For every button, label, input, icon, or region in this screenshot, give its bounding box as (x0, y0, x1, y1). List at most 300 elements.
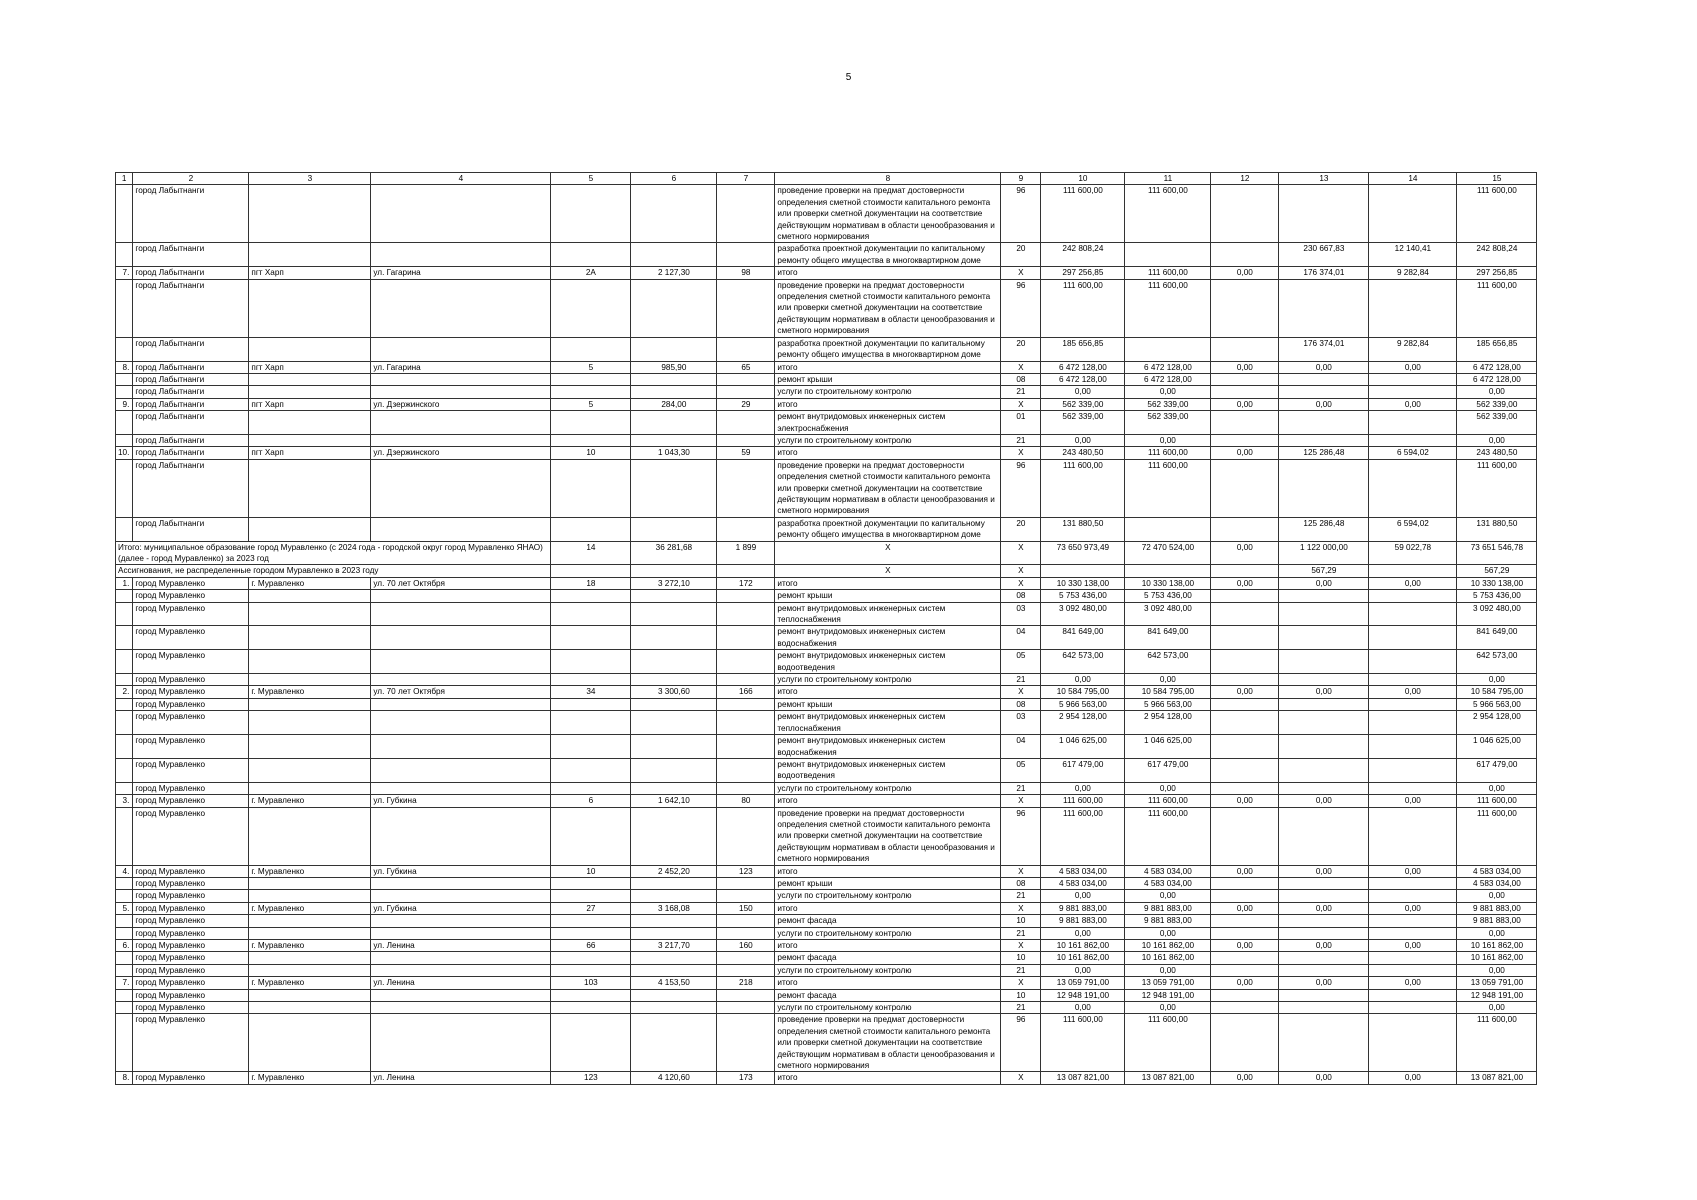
cell-col-7: 123 (717, 865, 775, 877)
cell-col-2: город Лабытнанги (133, 459, 249, 517)
cell-col-11: 642 573,00 (1125, 650, 1211, 674)
cell-col-10: 6 472 128,00 (1041, 361, 1125, 373)
cell-col-7 (717, 386, 775, 398)
cell-col-14 (1369, 386, 1457, 398)
cell-col-7 (717, 626, 775, 650)
cell-col-15: 111 600,00 (1457, 807, 1537, 865)
cell-col-7 (717, 989, 775, 1001)
cell-col-1 (116, 185, 133, 243)
cell-col-3 (249, 915, 371, 927)
cell-col-13 (1279, 698, 1369, 710)
cell-col-3 (249, 650, 371, 674)
cell-col-9: 21 (1001, 782, 1041, 794)
cell-col-11: 3 092 480,00 (1125, 602, 1211, 626)
cell-col-4 (371, 807, 551, 865)
cell-col-14 (1369, 807, 1457, 865)
cell-col-4 (371, 243, 551, 267)
cell-col-1 (116, 989, 133, 1001)
cell-col-2: город Муравленко (133, 877, 249, 889)
cell-col-11: 10 161 862,00 (1125, 940, 1211, 952)
cell-col-8: проведение проверки на предмат достоверности определения сметной стоимости капитального ремонта или проверки сметной документации на соответствие действующим нормативам в области ценообразования и сметного нормирования (775, 279, 1001, 337)
cell-col-7 (717, 674, 775, 686)
cell-col-4 (371, 411, 551, 435)
cell-col-14 (1369, 698, 1457, 710)
cell-col-12 (1211, 386, 1279, 398)
cell-col-14 (1369, 434, 1457, 446)
cell-col-5 (551, 602, 631, 626)
cell-col-8: разработка проектной документации по капитальному ремонту общего имущества в многоквартирном доме (775, 243, 1001, 267)
cell-col-2: город Лабытнанги (133, 185, 249, 243)
cell-col-13: 176 374,01 (1279, 337, 1369, 361)
cell-col-1 (116, 1002, 133, 1014)
table-row (116, 952, 1537, 964)
cell-col-13 (1279, 782, 1369, 794)
cell-col-15: 111 600,00 (1457, 1014, 1537, 1072)
cell-col-6 (631, 650, 717, 674)
cell-col-4 (371, 590, 551, 602)
cell-col-2: город Муравленко (133, 902, 249, 914)
table-row (116, 517, 1537, 541)
cell-col-9: X (1001, 398, 1041, 410)
cell-col-9: 21 (1001, 927, 1041, 939)
cell-col-5 (551, 650, 631, 674)
cell-col-7: 98 (717, 267, 775, 279)
table-row (116, 577, 1537, 589)
cell-col-5 (551, 807, 631, 865)
cell-col-2: город Лабытнанги (133, 434, 249, 446)
table-row (116, 626, 1537, 650)
cell-col-5 (551, 964, 631, 976)
table-row (116, 243, 1537, 267)
table-row (116, 977, 1537, 989)
cell-col-15: 5 966 563,00 (1457, 698, 1537, 710)
cell-col-15: 0,00 (1457, 927, 1537, 939)
cell-col-11: 0,00 (1125, 386, 1211, 398)
cell-col-15: 297 256,85 (1457, 267, 1537, 279)
cell-col-14: 0,00 (1369, 902, 1457, 914)
cell-col-8: проведение проверки на предмат достоверности определения сметной стоимости капитального ремонта или проверки сметной документации на соответствие действующим нормативам в области ценообразования и сметного нормирования (775, 459, 1001, 517)
cell-col-5: 103 (551, 977, 631, 989)
cell-col-13 (1279, 411, 1369, 435)
cell-col-7 (717, 890, 775, 902)
cell-col-14 (1369, 602, 1457, 626)
cell-col-1 (116, 782, 133, 794)
cell-col-9: X (1001, 577, 1041, 589)
cell-col-3: пгт Харп (249, 361, 371, 373)
cell-col-15: 5 753 436,00 (1457, 590, 1537, 602)
cell-col-11: 111 600,00 (1125, 447, 1211, 459)
cell-col-4 (371, 915, 551, 927)
cell-col-2: город Лабытнанги (133, 279, 249, 337)
cell-col-4 (371, 782, 551, 794)
cell-col-11: 111 600,00 (1125, 807, 1211, 865)
cell-col-8: ремонт внутридомовых инженерных систем водоотведения (775, 650, 1001, 674)
cell-col-13 (1279, 602, 1369, 626)
table-row (116, 782, 1537, 794)
cell-col-12 (1211, 989, 1279, 1001)
cell-col-1: 8. (116, 1072, 133, 1084)
cell-col-15: 111 600,00 (1457, 795, 1537, 807)
cell-col-15: 617 479,00 (1457, 758, 1537, 782)
cell-col-7 (717, 1014, 775, 1072)
cell-col-1 (116, 964, 133, 976)
table-row (116, 411, 1537, 435)
cell-col-15: 0,00 (1457, 674, 1537, 686)
cell-col-4 (371, 735, 551, 759)
cell-col-15: 1 046 625,00 (1457, 735, 1537, 759)
cell-col-5 (551, 1014, 631, 1072)
cell-col-13 (1279, 964, 1369, 976)
cell-col-1: 9. (116, 398, 133, 410)
cell-col-12 (1211, 735, 1279, 759)
table-row (116, 902, 1537, 914)
cell-col-12: 0,00 (1211, 398, 1279, 410)
cell-col-4 (371, 877, 551, 889)
cell-col-4 (371, 711, 551, 735)
cell-col-9: 21 (1001, 386, 1041, 398)
cell-col-4 (371, 758, 551, 782)
cell-col-1 (116, 711, 133, 735)
cell-col-10: 5 753 436,00 (1041, 590, 1125, 602)
cell-col-14: 0,00 (1369, 977, 1457, 989)
cell-col-14 (1369, 711, 1457, 735)
cell-col-10: 111 600,00 (1041, 1014, 1125, 1072)
cell-col-11: 111 600,00 (1125, 267, 1211, 279)
cell-col-2: город Муравленко (133, 1014, 249, 1072)
cell-col-13 (1279, 373, 1369, 385)
cell-col-12: 0,00 (1211, 447, 1279, 459)
cell-col-2: город Муравленко (133, 650, 249, 674)
cell-col-6 (631, 952, 717, 964)
cell-col-6 (631, 890, 717, 902)
table-row (116, 373, 1537, 385)
cell-col-4 (371, 1002, 551, 1014)
cell-col-7 (717, 279, 775, 337)
cell-col-8: итого (775, 977, 1001, 989)
cell-col-9: X (1001, 361, 1041, 373)
cell-col-15: 10 161 862,00 (1457, 952, 1537, 964)
cell-col-7 (717, 590, 775, 602)
cell-col-3 (249, 434, 371, 446)
cell-col-1: 3. (116, 795, 133, 807)
cell-col-8: проведение проверки на предмат достоверности определения сметной стоимости капитального ремонта или проверки сметной документации на соответствие действующим нормативам в области ценообразования и сметного нормирования (775, 1014, 1001, 1072)
cell-col-1 (116, 927, 133, 939)
cell-col-14 (1369, 927, 1457, 939)
cell-col-8: X (775, 541, 1001, 565)
cell-col-5 (551, 877, 631, 889)
cell-col-8: ремонт фасада (775, 915, 1001, 927)
cell-col-6: 3 217,70 (631, 940, 717, 952)
cell-col-10: 0,00 (1041, 1002, 1125, 1014)
cell-col-14 (1369, 1002, 1457, 1014)
cell-col-2: город Муравленко (133, 735, 249, 759)
cell-col-1 (116, 952, 133, 964)
cell-col-4 (371, 650, 551, 674)
cell-col-5: 10 (551, 447, 631, 459)
column-number-13: 13 (1279, 173, 1369, 185)
cell-col-11 (1125, 517, 1211, 541)
cell-col-8: услуги по строительному контролю (775, 927, 1001, 939)
cell-col-9: 05 (1001, 758, 1041, 782)
cell-col-8: услуги по строительному контролю (775, 674, 1001, 686)
cell-col-1 (116, 243, 133, 267)
cell-col-1 (116, 877, 133, 889)
cell-col-15: 10 161 862,00 (1457, 940, 1537, 952)
cell-col-14 (1369, 758, 1457, 782)
cell-col-6 (631, 1014, 717, 1072)
column-number-5: 5 (551, 173, 631, 185)
cell-col-12 (1211, 565, 1279, 577)
cell-col-11: 5 753 436,00 (1125, 590, 1211, 602)
table-row (116, 686, 1537, 698)
cell-col-3 (249, 964, 371, 976)
cell-col-1 (116, 459, 133, 517)
cell-col-5 (551, 373, 631, 385)
cell-col-8: услуги по строительному контролю (775, 434, 1001, 446)
table-row (116, 279, 1537, 337)
cell-col-15: 13 059 791,00 (1457, 977, 1537, 989)
table-row (116, 434, 1537, 446)
column-number-14: 14 (1369, 173, 1457, 185)
cell-col-2: город Муравленко (133, 698, 249, 710)
column-number-11: 11 (1125, 173, 1211, 185)
cell-col-10: 617 479,00 (1041, 758, 1125, 782)
cell-col-2: город Муравленко (133, 989, 249, 1001)
cell-col-2: город Муравленко (133, 915, 249, 927)
cell-col-1 (116, 1014, 133, 1072)
cell-col-13: 0,00 (1279, 1072, 1369, 1084)
cell-col-4 (371, 434, 551, 446)
cell-col-10: 0,00 (1041, 386, 1125, 398)
cell-col-5: 34 (551, 686, 631, 698)
cell-col-2: город Лабытнанги (133, 361, 249, 373)
cell-col-3: г. Муравленко (249, 577, 371, 589)
cell-col-9: X (1001, 686, 1041, 698)
cell-col-3 (249, 890, 371, 902)
cell-col-2: город Муравленко (133, 1002, 249, 1014)
table-row (116, 915, 1537, 927)
cell-col-6 (631, 602, 717, 626)
cell-col-3 (249, 459, 371, 517)
cell-col-1: 6. (116, 940, 133, 952)
cell-col-10 (1041, 565, 1125, 577)
cell-col-11: 4 583 034,00 (1125, 877, 1211, 889)
cell-col-2: город Муравленко (133, 977, 249, 989)
cell-col-2: город Муравленко (133, 927, 249, 939)
cell-col-8: ремонт крыши (775, 590, 1001, 602)
cell-col-10: 4 583 034,00 (1041, 877, 1125, 889)
cell-col-1: 8. (116, 361, 133, 373)
cell-col-1 (116, 758, 133, 782)
cell-col-8: проведение проверки на предмат достоверности определения сметной стоимости капитального ремонта или проверки сметной документации на соответствие действующим нормативам в области ценообразования и сметного нормирования (775, 807, 1001, 865)
cell-col-5 (551, 243, 631, 267)
cell-col-9: 03 (1001, 711, 1041, 735)
cell-col-13: 176 374,01 (1279, 267, 1369, 279)
cell-col-2: город Муравленко (133, 711, 249, 735)
cell-col-8: ремонт крыши (775, 373, 1001, 385)
cell-col-10: 0,00 (1041, 964, 1125, 976)
cell-col-15: 0,00 (1457, 434, 1537, 446)
cell-col-9: 20 (1001, 243, 1041, 267)
cell-col-1 (116, 890, 133, 902)
cell-col-11: 562 339,00 (1125, 411, 1211, 435)
cell-col-11: 0,00 (1125, 964, 1211, 976)
cell-col-3 (249, 602, 371, 626)
cell-col-10: 10 161 862,00 (1041, 952, 1125, 964)
cell-col-4: ул. Ленина (371, 940, 551, 952)
cell-col-14 (1369, 459, 1457, 517)
cell-col-10: 3 092 480,00 (1041, 602, 1125, 626)
cell-col-6 (631, 386, 717, 398)
cell-col-4: ул. Гагарина (371, 267, 551, 279)
cell-col-1 (116, 650, 133, 674)
table-row (116, 590, 1537, 602)
cell-col-11: 6 472 128,00 (1125, 361, 1211, 373)
cell-col-12 (1211, 1014, 1279, 1072)
cell-col-12 (1211, 807, 1279, 865)
cell-col-5: 18 (551, 577, 631, 589)
table-row (116, 711, 1537, 735)
cell-col-2: город Лабытнанги (133, 373, 249, 385)
cell-col-2: город Лабытнанги (133, 243, 249, 267)
cell-col-11: 13 059 791,00 (1125, 977, 1211, 989)
cell-col-12 (1211, 602, 1279, 626)
cell-col-3 (249, 927, 371, 939)
cell-col-12 (1211, 964, 1279, 976)
cell-col-15: 0,00 (1457, 386, 1537, 398)
cell-col-7 (717, 434, 775, 446)
cell-col-14 (1369, 782, 1457, 794)
cell-col-13 (1279, 434, 1369, 446)
cell-col-6 (631, 877, 717, 889)
cell-col-4 (371, 698, 551, 710)
cell-col-7: 160 (717, 940, 775, 952)
cell-col-12: 0,00 (1211, 541, 1279, 565)
total-row (116, 541, 1537, 565)
cell-col-9: 96 (1001, 279, 1041, 337)
cell-col-5 (551, 279, 631, 337)
cell-col-15: 9 881 883,00 (1457, 915, 1537, 927)
cell-col-10: 185 656,85 (1041, 337, 1125, 361)
cell-col-7 (717, 1002, 775, 1014)
cell-col-13 (1279, 877, 1369, 889)
cell-col-10: 0,00 (1041, 782, 1125, 794)
cell-col-10: 562 339,00 (1041, 398, 1125, 410)
cell-col-6 (631, 711, 717, 735)
cell-col-15: 6 472 128,00 (1457, 373, 1537, 385)
cell-col-12 (1211, 674, 1279, 686)
cell-col-7 (717, 758, 775, 782)
cell-col-15: 131 880,50 (1457, 517, 1537, 541)
cell-col-9: X (1001, 795, 1041, 807)
cell-col-7 (717, 915, 775, 927)
cell-col-12: 0,00 (1211, 577, 1279, 589)
cell-col-8: услуги по строительному контролю (775, 386, 1001, 398)
cell-col-11: 0,00 (1125, 674, 1211, 686)
cell-col-6: 284,00 (631, 398, 717, 410)
page-number: 5 (845, 72, 852, 83)
cell-col-8: ремонт фасада (775, 989, 1001, 1001)
cell-col-2: город Муравленко (133, 964, 249, 976)
cell-col-14: 0,00 (1369, 686, 1457, 698)
cell-col-9: 03 (1001, 602, 1041, 626)
cell-col-15: 73 651 546,78 (1457, 541, 1537, 565)
cell-col-3: пгт Харп (249, 267, 371, 279)
cell-col-14: 6 594,02 (1369, 517, 1457, 541)
table-row (116, 459, 1537, 517)
cell-col-14: 6 594,02 (1369, 447, 1457, 459)
column-number-9: 9 (1001, 173, 1041, 185)
cell-col-5 (551, 434, 631, 446)
cell-col-6 (631, 674, 717, 686)
cell-col-3 (249, 711, 371, 735)
cell-col-6: 2 127,30 (631, 267, 717, 279)
cell-col-7 (717, 650, 775, 674)
cell-col-14 (1369, 626, 1457, 650)
cell-col-4 (371, 337, 551, 361)
cell-col-14 (1369, 1014, 1457, 1072)
cell-col-12 (1211, 279, 1279, 337)
cell-col-5 (551, 952, 631, 964)
cell-col-2: город Муравленко (133, 686, 249, 698)
column-number-1: 1 (116, 173, 133, 185)
cell-col-3 (249, 517, 371, 541)
cell-col-5 (551, 337, 631, 361)
cell-col-11: 13 087 821,00 (1125, 1072, 1211, 1084)
cell-col-4: ул. Ленина (371, 1072, 551, 1084)
cell-col-9: 05 (1001, 650, 1041, 674)
cell-col-6 (631, 185, 717, 243)
cell-col-7 (717, 602, 775, 626)
cell-col-14 (1369, 877, 1457, 889)
cell-col-9: 08 (1001, 590, 1041, 602)
cell-col-10: 10 161 862,00 (1041, 940, 1125, 952)
cell-col-1: 2. (116, 686, 133, 698)
cell-col-2: город Лабытнанги (133, 517, 249, 541)
cell-col-11: 4 583 034,00 (1125, 865, 1211, 877)
cell-col-8: итого (775, 577, 1001, 589)
cell-col-7: 29 (717, 398, 775, 410)
table-row (116, 807, 1537, 865)
cell-col-10: 1 046 625,00 (1041, 735, 1125, 759)
cell-col-11: 0,00 (1125, 434, 1211, 446)
cell-col-3 (249, 782, 371, 794)
cell-col-10: 0,00 (1041, 890, 1125, 902)
cell-col-15: 111 600,00 (1457, 185, 1537, 243)
cell-col-2: город Лабытнанги (133, 447, 249, 459)
cell-col-10: 12 948 191,00 (1041, 989, 1125, 1001)
cell-col-10: 243 480,50 (1041, 447, 1125, 459)
cell-col-14 (1369, 964, 1457, 976)
cell-col-9: 21 (1001, 674, 1041, 686)
cell-col-7 (717, 373, 775, 385)
cell-col-12 (1211, 459, 1279, 517)
cell-col-15: 243 480,50 (1457, 447, 1537, 459)
cell-col-8: разработка проектной документации по капитальному ремонту общего имущества в многоквартирном доме (775, 517, 1001, 541)
column-number-4: 4 (371, 173, 551, 185)
cell-col-5 (551, 517, 631, 541)
cell-col-2: город Муравленко (133, 758, 249, 782)
cell-col-9: 04 (1001, 626, 1041, 650)
cell-col-3: г. Муравленко (249, 1072, 371, 1084)
cell-col-13: 125 286,48 (1279, 447, 1369, 459)
cell-col-11: 562 339,00 (1125, 398, 1211, 410)
cell-col-3: г. Муравленко (249, 977, 371, 989)
cell-col-11: 1 046 625,00 (1125, 735, 1211, 759)
cell-col-5 (551, 758, 631, 782)
cell-col-8: услуги по строительному контролю (775, 1002, 1001, 1014)
cell-col-15: 0,00 (1457, 1002, 1537, 1014)
